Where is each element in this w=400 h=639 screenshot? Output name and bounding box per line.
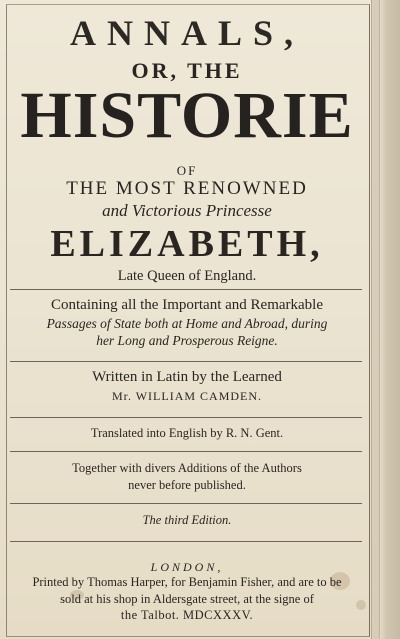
translator-line: Translated into English by R. N. Gent. [90,426,284,440]
divider-rule [10,417,362,418]
additions-line-1: Together with divers Additions of the Authors [72,461,302,475]
edition-line: The third Edition. [142,513,232,527]
additions-line-2: never before published. [128,478,246,492]
imprint-line-2: sold at his shop in Aldersgate street, at the signe of [60,592,314,606]
containing-line-1: Containing all the Important and Remarkable [50,297,323,313]
title-victorious: and Victorious Princesse [102,201,272,220]
divider-rule [10,503,362,504]
title-elizabeth: ELIZABETH, [50,223,324,265]
title-or-the: OR, THE [131,58,243,83]
title-most-renowned: THE MOST RENOWNED [66,178,308,199]
imprint-line-3: the Talbot. MDCXXXV. [120,608,254,622]
author-name: Mr. WILLIAM CAMDEN. [111,389,263,403]
written-line-1: Written in Latin by the Learned [92,369,282,385]
title-annals: ANNALS, [69,13,305,53]
imprint-city: LONDON, [150,560,224,574]
divider-rule [10,451,362,452]
page-edge [371,0,400,639]
divider-rule [10,361,362,362]
containing-line-2: Passages of State both at Home and Abroad, during [46,316,328,331]
divider-rule [10,289,362,290]
imprint-line-1: Printed by Thomas Harper, for Benjamin Fisher, and are to be [32,575,342,589]
title-historie: HISTORIE [20,79,354,152]
containing-line-3: her Long and Prosperous Reigne. [96,333,278,348]
divider-rule [10,541,362,542]
title-of: OF [176,163,198,178]
title-late-queen: Late Queen of England. [117,268,257,284]
page-edge-inner [379,0,386,639]
